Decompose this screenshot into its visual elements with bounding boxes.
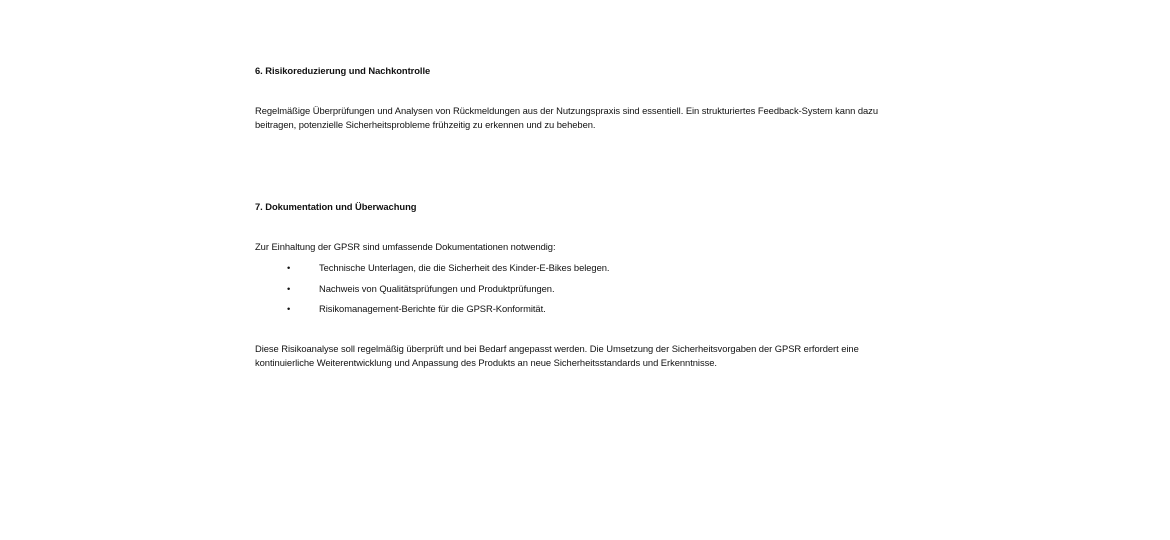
- bullet-icon: •: [287, 303, 291, 314]
- section-7-intro: Zur Einhaltung der GPSR sind umfassende Dokumentationen notwendig:: [255, 241, 556, 252]
- section-7-heading: 7. Dokumentation und Überwachung: [255, 201, 417, 212]
- closing-paragraph: Diese Risikoanalyse soll regelmäßig überprüft und bei Bedarf angepasst werden. Die Umsetzung der Sicherheitsvorgaben der GPSR erfordert eine kontinuierliche Weiterentwicklung und Anpassung des Produkts an neue Sicherheitsstandards und Erkenntnisse.: [255, 343, 859, 368]
- list-item-text: Risikomanagement-Berichte für die GPSR-Konformität.: [319, 303, 546, 314]
- bullet-icon: •: [287, 262, 291, 273]
- list-item-text: Technische Unterlagen, die die Sicherheit des Kinder-E-Bikes belegen.: [319, 262, 610, 273]
- list-item-text: Nachweis von Qualitätsprüfungen und Produktprüfungen.: [319, 282, 555, 294]
- bullet-icon: •: [287, 282, 291, 294]
- section-6-heading: 6. Risikoreduzierung und Nachkontrolle: [255, 65, 431, 76]
- section-6-paragraph: Regelmäßige Überprüfungen und Analysen von Rückmeldungen aus der Nutzungspraxis sind essentiell. Ein strukturiertes Feedback-System kann dazu beitragen, potenzielle Sicherheitsprobleme frühzeitig zu erkennen und zu beheben.: [255, 105, 878, 130]
